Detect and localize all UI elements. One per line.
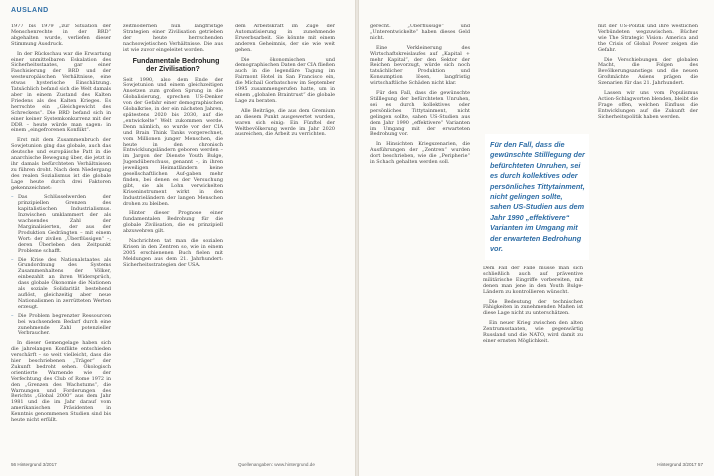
subheading: Fundamentale Bedrohung der Zivilisation?: [132, 57, 220, 73]
paragraph: gerecht. „Überflüssige“ und „Unterentwickelte“ haben dieses Geld nicht.: [370, 24, 470, 41]
paragraph: In der Rückschau war die Erwartung einer unmittelbaren Eskalation des Sicherheitsstaates, gar einer Faschisierung der BRD und der westeuropäischen Verhältnisse, eine etwas hysterische Einschätzung. Tatsächlich befand sich die Welt damals aber in einem Zustand des Kalten Friedens als des Kalten Krieges. Es herrschte ein „Gleichgewicht des Schreckens“. Die BRD befand sich in einer keiner Systemkonkurrenz mit der DDR – heute würde man sagen: in einem „eingefrorenen Konflikt“.: [11, 50, 111, 134]
right-column-1: [370, 24, 470, 448]
right-column-2: [483, 266, 583, 448]
list-item: – Die Krise des Nationalstaates als Grundordnung des Systems Zusammenhaltens der Völker, einbezahlt an ihren Widersprüch, dass globale Ökonomie die Nationen als soziale Solidarität bestehend auflöst, gleichzeitig aber neue Nationalismen in zerrütteten Werten erzeugt.: [11, 258, 111, 311]
paragraph: Für den Fall, dass die gewünschte Stilllegung der befürchteten Unruhen, sei es durch kollektives oder persönliches Tittytainment, nicht gelingen sollte, sahen US-Studien aus dem Jahr 1990 „effektivere“ Varianten im Umgang mit der erwarteten Bedrohung vor.: [370, 90, 470, 138]
paragraph: mit der US-Politik und ihre westlichen Verbündeten wegzuwischen. Bücher wie The Strategic Vision: America and the Crisis of Global Power zeigen die Gefahr.: [598, 24, 698, 53]
paragraph: Lassen wir uns vom Populismus Action-Schlagworten blenden, bleibt die Frage offen, welchen Einfluss die Entwicklungen auf die Zukunft der Sicherheitspolitik haben werden.: [598, 90, 698, 120]
paragraph: 1977 bis 1979 „zur Situation der Menschenrechte in der BRD“ abgehalten wurde, verliefen dieser Stimmung Ausdruck.: [11, 24, 111, 47]
right-column-3: [598, 24, 698, 448]
paragraph: Nachrichten tat man die sozialen Krisen in den Zentren so, wie in einem 2005 erschienenen Buch fielen mit Meldungen aus dem 21. Jahrhundert: Sicherheitsstrategien der USA.: [123, 238, 223, 268]
paragraph: Ein neuer Krieg zwischen den alten Zentrumsstaaten, wie gegenwärtig Russland und die NATO, wird damit zu einer ernsten Möglichkeit.: [483, 320, 583, 344]
paragraph: Seit 1990, also dem Ende der Sowjetunion und einem gleichzeitigen Ansetzen zum großen Sprung in die Globalisierung, sprechen US-Denker von der Gefahr einer demographischen Globalkrise, in der ein nächsten Jahren, spätestens 2020 bis 2030, auf die „entwickelte“ Welt zukommen werde. Denn nämlich, so wurde vor der CIA und Brain Think Tanks vorgerechnet, vom Millionen junger Menschen, die heute in den chronisch Entwicklungsländern geboren werden – im Jargon der Dienste Youth Bulge, Jugendüberschuss, genannt –, in ihren jeweiligen Heimatländern keine gesellschaftlichen Auf-gaben mehr finden, bei denen es der Versuchung gibt, sie als Lohn verwickelten Kriseninstrument wirkt in den Industrieländern der langen Menschen drohen zu bleiben.: [123, 76, 223, 207]
right-page: [359, 0, 714, 476]
section-tag: AUSLAND: [11, 7, 49, 14]
left-column-3: [235, 24, 335, 448]
paragraph: In Hinsichten Kriegszenarien, die Ausführungen der „Zentren“ wurden dort beschrieben, wie die „Peripherie“ in Schach gehalten werden soll.: [370, 141, 470, 166]
paragraph: Die Bedeutung der technischen Fähigkeiten in zunehmenden Maßen ist diese Lage nicht zu unterschätzen.: [483, 298, 583, 317]
left-column-1: [11, 24, 111, 448]
paragraph: Alle Beiträge, die aus dem Gremium an diesem Punkt ausgewertet wurden, waren sich einig: Ein Fünftel der Weltbevölkerung werde im Jahr 2020 ausreichen, die Arbeit zu verrichten.: [235, 107, 335, 138]
paragraph: In dieser Gemengelage haben sich die jahrelangen Konflikte entschieden verschärft – so weit vielleicht, dass die hier beschriebenen „Träger“ der Zukunft bedroht sehen. Ökologisch orientierte Warnende wie der Verfechtung des Club of Rome 1972 in den „Grenzen des Wachstums“, die Warnungen und Forderungen des Berichts „Global 2000“ aus dem Jahr 1981 und die im Jahr darauf vom amerikanischen Präsidenten in Kenntnis genommenen Studien sind bis heute nicht erfüllt.: [11, 340, 111, 424]
paragraph: zeitmodernen nun langfristige Strategien einer Zivilisation getrieben der heute herrschenden nachsowjetischen Verhältnisse. Die aus ist wie zuvor eingeleitet worden.: [123, 24, 223, 53]
list-item: – Die Problem begrenzter Ressourcen bei wachsendem Bedarf durch eine zunehmende Zahl potenzieller Verbraucher.: [11, 314, 111, 338]
list-item: – Das Schlüsselwerden der prinzipiellen Grenzen des kapitalistischen Industrialismus. Inzwischen umklammert der als wachsendes Zahl der Marginalisierten, der aus der Produktion Gedrängten – mit einem Wort: der zivilen „Überflüssigen“ –, deren Überleben den Zeitpunkt Probleme schafft.: [11, 195, 111, 254]
left-page: [0, 0, 355, 476]
paragraph: Die Verschiebungen der globalen Macht, die Folgen des Bevölkerungsanstiegs und die neuen Großmächte Asiens prägen die Szenarien für das 21. Jahrhundert.: [598, 56, 698, 87]
paragraph: Eine Verkleinerung des Wirtschaftskreislaufes auf „Kapital + mehr Kapital“, der den Sektor der Reichen bevorzugt, würde sich noch tatsächlicher Produktion und Konsumption lösen, langfristig wirtschaftliche Schäden nicht klar.: [370, 44, 470, 87]
paragraph: Die ökonomischen und demographischen Daten der CIA fließen auch in die legendäre Tagung im Fairmont Hotel in San Francisco ein, die Michail Gorbatschow im September 1995 zusammengerufen hatte, um in einem „globalen Braintrust“ die globale Lage zu beraten.: [235, 56, 335, 104]
paragraph: Dem Fall der Fälle müsse man sich schließlich auch auf präventive militärische Eingriffe vorbereiten, mit denen man jene in den Youth Bulge-Ländern zu kontrollieren wünscht.: [483, 266, 583, 295]
factor-list: [11, 195, 111, 337]
left-column-2: [123, 24, 223, 448]
pull-quote-text: Für den Fall, dass die gewünschte Stilllegung der befürchteten Unruhen, sei es durch kollektives oder persönliches Tittytainment, nicht gelingen sollte, sahen US-Studien aus dem Jahr 1990 „effektivere“ Varianten im Umgang mit der erwarteten Bedrohung vor.: [490, 140, 585, 254]
page-number-left: 56 Hintergrund 3/2017: [11, 462, 57, 467]
paragraph: Erst mit dem Zusammenbruch der Sowjetunion ging das globale, auch das deutsche und europäische Patt in die anarchische Bewegung über, die jetzt in ihr damals befürchteten Verhältnissen zu führen droht. Nach dem Niedergang des realen Sozialismus ist die globale Lage heute durch drei Faktoren gekennzeichnet:: [11, 137, 111, 191]
source-link[interactable]: Quellenangaben: www.hintergrund.de: [238, 462, 315, 467]
paragraph: Hinter dieser Prognose einer fundamentalen Bedrohung für die globale Zivilisation, die es prinzipiell abzuwehren gilt.: [123, 210, 223, 235]
pull-quote: [485, 134, 589, 260]
page-number-right: Hintergrund 3/2017 57: [657, 462, 703, 467]
paragraph: dem Arbeitskraft im Zuge der Automatisierung in zunehmende Erwerbsarbeit. Sie könnte mit einem anderen Geheimnis, der sie wie weit gehen.: [235, 24, 335, 53]
